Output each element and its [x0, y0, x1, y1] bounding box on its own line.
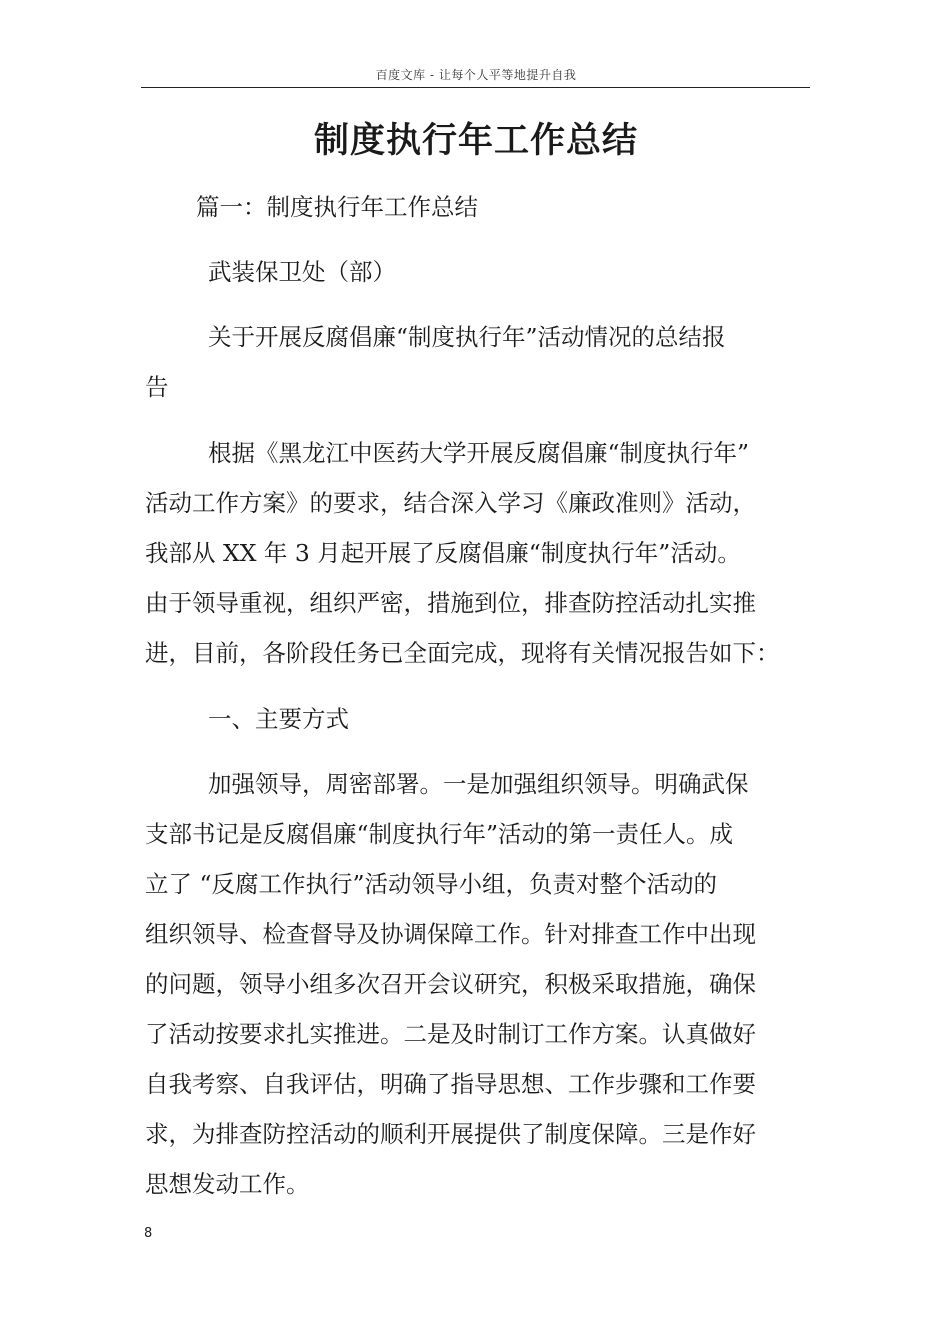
page-number: 8 [144, 1226, 153, 1241]
paragraph-line: 加强领导，周密部署。一是加强组织领导。明确武保 [208, 770, 749, 798]
paragraph-line: 支部书记是反腐倡廉“制度执行年”活动的第一责任人。成 [145, 820, 734, 848]
paragraph-line: 自我考察、自我评估，明确了指导思想、工作步骤和工作要 [145, 1070, 756, 1098]
header-rule [141, 87, 810, 88]
document-title: 制度执行年工作总结 [313, 120, 638, 161]
paragraph-line: 的问题，领导小组多次召开会议研究，积极采取措施，确保 [145, 970, 756, 998]
paragraph-line: 进，目前，各阶段任务已全面完成，现将有关情况报告如下： [145, 639, 780, 667]
paragraph-line: 组织领导、检查督导及协调保障工作。针对排查工作中出现 [145, 920, 756, 948]
section-heading: 一、主要方式 [208, 705, 349, 733]
page-header: 百度文库 - 让每个人平等地提升自我 [375, 68, 577, 82]
report-title-line: 告 [145, 373, 169, 401]
paragraph-line: 由于领导重视，组织严密，措施到位，排查防控活动扎实推 [145, 589, 756, 617]
section-label: 篇一：制度执行年工作总结 [196, 193, 478, 221]
paragraph-line: 了活动按要求扎实推进。二是及时制订工作方案。认真做好 [145, 1020, 756, 1048]
paragraph-line: 活动工作方案》的要求，结合深入学习《廉政准则》活动， [145, 489, 756, 517]
paragraph-line: 求，为排查防控活动的顺利开展提供了制度保障。三是作好 [145, 1120, 756, 1148]
report-title-line: 关于开展反腐倡廉“制度执行年”活动情况的总结报 [208, 323, 726, 351]
paragraph-line: 立了 “反腐工作执行”活动领导小组，负责对整个活动的 [145, 870, 717, 898]
department-line: 武装保卫处（部） [208, 258, 396, 286]
paragraph-line: 根据《黑龙江中医药大学开展反腐倡廉“制度执行年” [208, 439, 750, 467]
paragraph-line: 我部从 XX 年 3 月起开展了反腐倡廉“制度执行年”活动。 [145, 539, 741, 567]
paragraph-line: 思想发动工作。 [145, 1170, 310, 1198]
